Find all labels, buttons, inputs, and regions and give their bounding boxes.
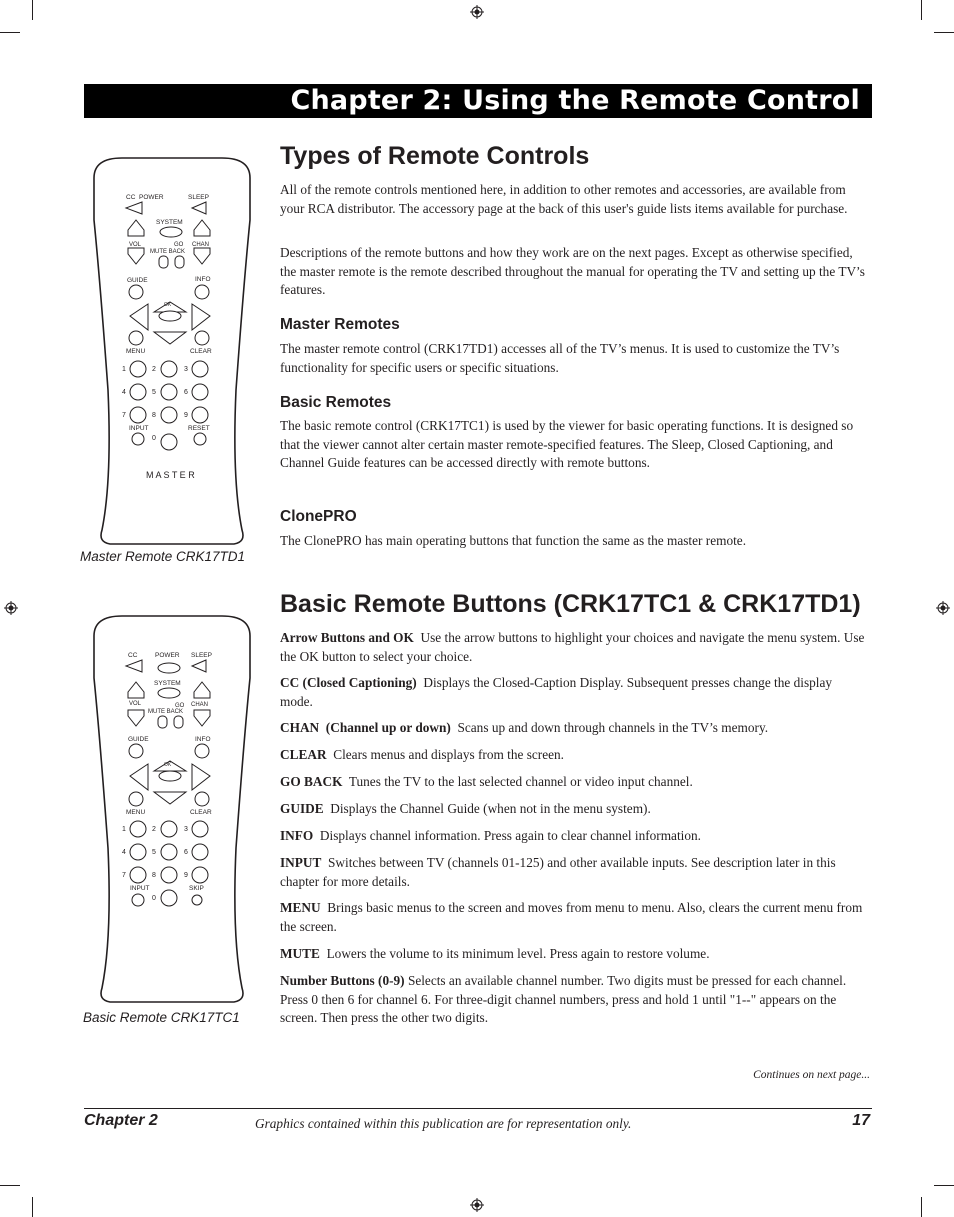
master-remote-illustration [84,150,260,550]
remote-label-vol: VOL [129,242,142,248]
crop-mark [921,0,922,20]
remote-label-guide: GUIDE [127,277,148,284]
button-description [280,773,866,792]
remote-label-system: SYSTEM [154,680,181,687]
master-remote-caption: Master Remote CRK17TD1 [80,549,246,564]
footer-chapter-label: Chapter 2 [84,1112,158,1129]
crop-mark [934,1185,954,1186]
remote-label-ok: OK [164,762,172,768]
registration-mark-icon [4,601,18,615]
button-desc: Tunes the TV to the last selected channel or video input channel. [348,774,693,789]
remote-label-system: SYSTEM [156,219,183,226]
remote-label-cc: CC [126,194,136,201]
remote-label-ok: OK [164,302,172,308]
button-desc: Lowers the volume to its minimum level. Press again to restore volume. [326,946,710,961]
continues-note: Continues on next page... [753,1069,870,1081]
button-desc: Displays channel information. Press again to clear channel information. [319,828,701,843]
remote-label-0: 0 [152,895,156,902]
button-desc: Switches between TV (channels 01-125) and other available inputs. See description later in this chapter for more details. [280,855,836,889]
button-term: INFO [280,828,314,843]
crop-mark [32,1197,33,1217]
button-term: Number Buttons (0-9) [280,973,405,988]
button-description [280,674,866,711]
button-description [280,629,866,666]
remote-label-input: INPUT [130,885,150,892]
remote-label-2: 2 [152,826,156,833]
remote-label-power: POWER [139,194,164,201]
subsection-title: Basic Remotes [280,394,392,411]
remote-label-chan: CHAN [192,242,210,248]
remote-label-power: POWER [155,652,180,659]
remote-label-1: 1 [122,366,126,373]
remote-label-chan: CHAN [191,702,209,708]
remote-label-4: 4 [122,849,126,856]
button-term: INPUT [280,855,322,870]
remote-label-info: INFO [195,736,211,743]
remote-label-5: 5 [152,849,156,856]
registration-mark-icon [936,601,950,615]
remote-label-2: 2 [152,366,156,373]
button-description [280,827,866,846]
remote-label-cc: CC [128,652,138,659]
remote-label-menu: MENU [126,348,146,355]
remote-label-7: 7 [122,412,126,419]
crop-mark [921,1197,922,1217]
remote-label-mute-back: MUTE BACK [150,249,186,255]
button-term: CHAN (Channel up or down) [280,720,451,735]
crop-mark [0,32,20,33]
button-desc: Selects an available channel number. Two digits must be pressed for each channel. Press 0 then 6 for channel 6. For three-digit channel numbers, press and hold 1 until "1--" appears on the screen. Then press the other two digits. [280,973,847,1025]
button-description [280,746,866,765]
remote-label-clear: CLEAR [190,809,212,816]
remote-label-3: 3 [184,366,188,373]
section-title-buttons: Basic Remote Buttons (CRK17TC1 & CRK17TD1) [280,590,861,618]
button-desc: Use the arrow buttons to highlight your choices and navigate the menu system. Use the OK button to select your choice. [280,630,865,664]
crop-mark [0,1185,20,1186]
remote-label-8: 8 [152,872,156,879]
remote-label-8: 8 [152,412,156,419]
remote-label-reset: RESET [188,425,210,432]
remote-label-info: INFO [195,276,211,283]
crop-mark [934,32,954,33]
remote-label-skip: SKIP [189,885,204,892]
chapter-title-bar: Chapter 2: Using the Remote Control [84,84,872,118]
button-term: MENU [280,900,321,915]
button-description [280,719,866,738]
section-title-types: Types of Remote Controls [280,142,590,170]
subsection-body: The master remote control (CRK17TD1) accesses all of the TV’s menus. It is used to customize the TV’s functionality for specific users or specific situations. [280,341,840,375]
button-description [280,899,866,936]
footer-disclaimer: Graphics contained within this publication are for representation only. [255,1116,632,1131]
button-description [280,972,866,1028]
remote-label-1: 1 [122,826,126,833]
button-term: GO BACK [280,774,343,789]
remote-label-vol: VOL [129,701,142,707]
remote-label-guide: GUIDE [128,736,149,743]
remote-label-6: 6 [184,389,188,396]
remote-label-mute-back: MUTE BACK [148,709,184,715]
button-term: CC (Closed Captioning) [280,675,417,690]
remote-label-9: 9 [184,872,188,879]
remote-label-9: 9 [184,412,188,419]
registration-mark-icon [470,1198,484,1212]
remote-label-4: 4 [122,389,126,396]
intro-paragraph: Descriptions of the remote buttons and how they work are on the next pages. Except as otherwise specified, the master remote is the remote described throughout the manual for operating the TV and setting up the TV’s features. [280,245,865,297]
button-desc: Clears menus and displays from the screen. [333,747,564,762]
button-term: CLEAR [280,747,327,762]
button-description [280,854,866,891]
remote-label-6: 6 [184,849,188,856]
remote-label-go: GO [174,242,184,248]
page-number: 17 [852,1112,870,1129]
subsection-body: The ClonePRO has main operating buttons that function the same as the master remote. [280,533,747,548]
remote-label-clear: CLEAR [190,348,212,355]
remote-label-sleep: SLEEP [188,194,209,201]
button-term: GUIDE [280,801,324,816]
remote-label-7: 7 [122,872,126,879]
button-description [280,945,866,964]
button-desc: Brings basic menus to the screen and moves from menu to menu. Also, clears the current menu from the screen. [280,900,863,934]
button-desc: Scans up and down through channels in the TV’s memory. [457,720,769,735]
button-description [280,800,866,819]
remote-label-sleep: SLEEP [191,652,212,659]
basic-remote-caption: Basic Remote CRK17TC1 [83,1010,240,1025]
footer-rule [84,1108,872,1109]
remote-label-3: 3 [184,826,188,833]
basic-remote-illustration [84,608,260,1008]
remote-label-go: GO [175,703,185,709]
registration-mark-icon [470,5,484,19]
remote-brand-label: M A S T E R [146,470,195,480]
button-term: Arrow Buttons and OK [280,630,414,645]
subsection-title: ClonePRO [280,508,357,525]
button-term: MUTE [280,946,320,961]
crop-mark [32,0,33,20]
remote-label-5: 5 [152,389,156,396]
subsection-title: Master Remotes [280,316,400,333]
button-desc: Displays the Channel Guide (when not in the menu system). [330,801,651,816]
button-desc: Displays the Closed-Caption Display. Subsequent presses change the display mode. [280,675,833,709]
remote-label-0: 0 [152,435,156,442]
remote-label-menu: MENU [126,809,146,816]
intro-paragraph: All of the remote controls mentioned here, in addition to other remotes and accessories, are available from your RCA distributor. The accessory page at the back of this user's guide lists items available for purchase. [280,182,848,216]
remote-label-input: INPUT [129,425,149,432]
subsection-body: The basic remote control (CRK17TC1) is used by the viewer for basic operating functions. It is designed so that the viewer cannot alter certain master remote-specified features. The Sleep, Closed Captioning, and Channel Guide features can be accessed directly with remote buttons. [280,418,854,470]
